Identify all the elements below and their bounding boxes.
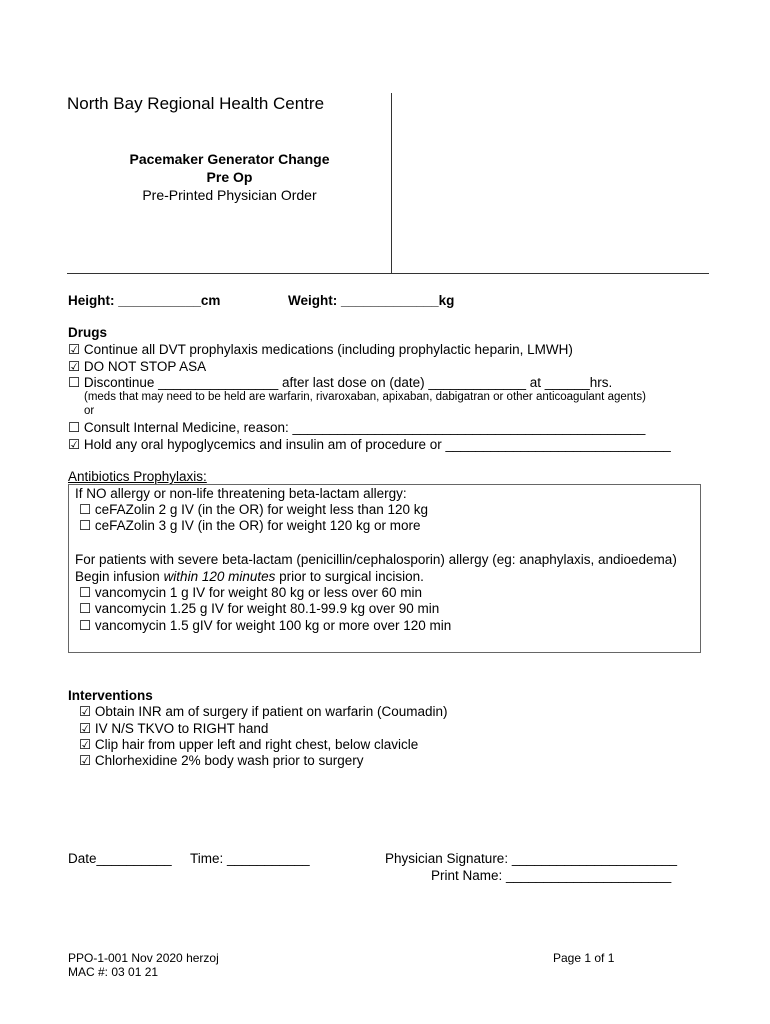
intervention-iv[interactable]: ☑ IV N/S TKVO to RIGHT hand bbox=[79, 721, 269, 736]
no-allergy-label: If NO allergy or non-life threatening beta-lactam allergy: bbox=[75, 486, 407, 501]
form-code: PPO-1-001 Nov 2020 herzoj bbox=[68, 951, 219, 965]
antibiotics-heading: Antibiotics Prophylaxis: bbox=[68, 469, 207, 484]
form-title-line2: Pre Op bbox=[206, 169, 253, 185]
drug-discontinue-note: (meds that may need to be held are warfarin, rivaroxaban, apixaban, dabigatran or other anticoagulant agents) bbox=[84, 391, 646, 403]
form-title-line1: Pacemaker Generator Change bbox=[129, 151, 330, 167]
drug-discontinue[interactable]: ☐ Discontinue ________________ after last dose on (date) _____________ at ______hrs. bbox=[68, 375, 613, 390]
drug-hold-hypoglycemics[interactable]: ☑ Hold any oral hypoglycemics and insulin am of procedure or ______________________________ bbox=[68, 437, 671, 452]
begin-infusion-label bbox=[75, 569, 424, 584]
severe-allergy-label: For patients with severe beta-lactam (penicillin/cephalosporin) allergy (eg: anaphylaxis, andioedema) bbox=[75, 552, 677, 567]
drugs-heading: Drugs bbox=[68, 325, 108, 340]
weight-field[interactable]: Weight: _____________kg bbox=[288, 293, 455, 308]
drug-consult-internal-medicine[interactable]: ☐ Consult Internal Medicine, reason: _______________________________________________ bbox=[68, 420, 646, 435]
intervention-clip-hair[interactable]: ☑ Clip hair from upper left and right chest, below clavicle bbox=[79, 737, 419, 752]
physician-signature-field[interactable]: Physician Signature: ______________________ bbox=[385, 851, 677, 866]
cefazolin-2g-option[interactable]: ☐ ceFAZolin 2 g IV (in the OR) for weight less than 120 kg bbox=[79, 502, 429, 517]
begin-infusion-emphasis: within 120 minutes bbox=[163, 569, 276, 584]
organization-name: North Bay Regional Health Centre bbox=[67, 94, 325, 113]
drug-do-not-stop-asa[interactable]: ☑ DO NOT STOP ASA bbox=[68, 359, 207, 374]
intervention-inr[interactable]: ☑ Obtain INR am of surgery if patient on warfarin (Coumadin) bbox=[79, 704, 448, 719]
time-field[interactable]: Time: ___________ bbox=[190, 851, 310, 866]
date-field[interactable]: Date__________ bbox=[68, 851, 172, 866]
drug-continue-dvt[interactable]: ☑ Continue all DVT prophylaxis medications (including prophylactic heparin, LMWH) bbox=[68, 342, 573, 357]
interventions-heading: Interventions bbox=[68, 688, 153, 703]
form-subtitle: Pre-Printed Physician Order bbox=[142, 187, 317, 203]
begin-infusion-post: prior to surgical incision. bbox=[275, 569, 424, 584]
mac-number: MAC #: 03 01 21 bbox=[68, 965, 159, 979]
cefazolin-3g-option[interactable]: ☐ ceFAZolin 3 g IV (in the OR) for weight 120 kg or more bbox=[79, 518, 421, 533]
drug-or-label: or bbox=[84, 405, 95, 417]
header-vertical-divider bbox=[391, 93, 392, 274]
vancomycin-1g-option[interactable]: ☐ vancomycin 1 g IV for weight 80 kg or less over 60 min bbox=[79, 585, 423, 600]
header-horizontal-divider bbox=[67, 273, 709, 274]
print-name-field[interactable]: Print Name: ______________________ bbox=[431, 868, 672, 883]
vancomycin-125g-option[interactable]: ☐ vancomycin 1.25 g IV for weight 80.1-99.9 kg over 90 min bbox=[79, 601, 440, 616]
intervention-chlorhexidine[interactable]: ☑ Chlorhexidine 2% body wash prior to surgery bbox=[79, 753, 364, 768]
page-number: Page 1 of 1 bbox=[553, 951, 615, 965]
height-field[interactable]: Height: ___________cm bbox=[68, 293, 221, 308]
vancomycin-15g-option[interactable]: ☐ vancomycin 1.5 gIV for weight 100 kg or more over 120 min bbox=[79, 618, 452, 633]
begin-infusion-pre: Begin infusion bbox=[75, 569, 164, 584]
